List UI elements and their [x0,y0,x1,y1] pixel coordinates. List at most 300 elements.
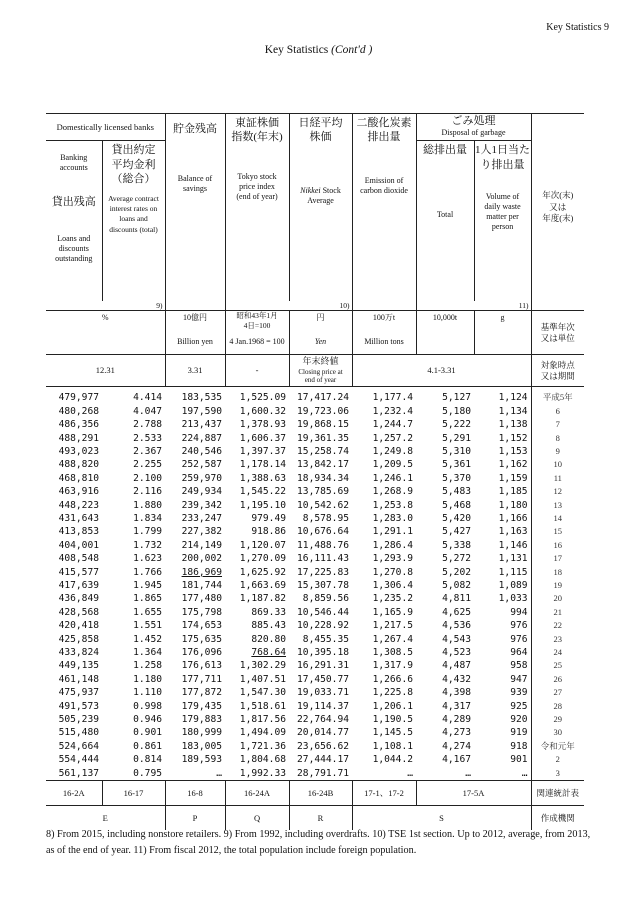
per-person-cell: 1,138 [498,419,528,431]
loans-cell: 479,977 [58,392,99,404]
nikkei-cell: 15,307.78 [297,579,350,591]
savings-cell: 179,883 [181,714,223,726]
unit-tsei-en: 4 Jan.1968 = 100 [229,337,285,347]
garbage-total-cell: 4,811 [442,593,472,605]
tsei-cell: 979.49 [251,512,287,524]
tsei-cell: 1,397.37 [239,445,287,457]
nikkei-cell: 22,764.94 [297,714,350,726]
nikkei-cell: 27,444.17 [297,754,350,766]
savings-cell: 239,342 [181,499,223,511]
loans-cell: 433,824 [58,647,99,659]
rate-cell: 1.865 [133,593,163,605]
nikkei-cell: 10,676.64 [297,526,350,538]
loan-rate-header-en: Average contract interest rates on loans and discounts (total) [108,194,159,234]
stat-table-label: 関連統計表 [531,781,584,806]
per-person-cell: 939 [510,687,528,699]
tsei-cell: 1,518.61 [239,700,287,712]
per-person-cell: 964 [510,647,528,659]
nikkei-cell: 8,859.56 [302,593,350,605]
title-text: Key Statistics [264,44,329,56]
tsei-cell: 1,178.14 [239,459,287,471]
tsei-cell: 768.64 [251,647,287,659]
co2-cell: 1,145.5 [372,727,414,739]
nikkei-cell: 15,258.74 [297,445,350,457]
year-cell: 22 [531,619,584,632]
rate-cell: 0.998 [133,700,163,712]
rate-cell: 1.880 [133,499,163,511]
table-row [46,539,584,552]
co2-cell: 1,244.7 [372,419,414,431]
garbage-total-cell: 4,523 [442,647,472,659]
tsei-cell: 1,378.93 [239,419,287,431]
co2-cell: 1,165.9 [372,606,414,618]
savings-cell: 177,480 [181,593,223,605]
savings-cell: 176,613 [181,660,223,672]
rate-cell: 2.100 [133,472,163,484]
loans-header-en: Loans and discounts outstanding [55,233,93,263]
nikkei-cell: 28,791.71 [297,767,350,779]
per-person-cell: 1,162 [498,459,528,471]
co2-cell: 1,190.5 [372,714,414,726]
nikkei-header-en-italic: Nikkei [300,185,321,195]
per-person-cell: 1,153 [498,445,528,457]
unit-rate: % [101,313,109,323]
loans-cell: 420,418 [58,620,99,632]
savings-cell: 224,887 [181,432,223,444]
loans-cell: 480,268 [58,405,99,417]
loans-cell: 493,023 [58,445,99,457]
nikkei-cell: 16,291.31 [297,660,350,672]
unit-nikkei-jp: 円 [316,313,325,323]
co2-cell: 1,308.5 [372,647,414,659]
per-person-cell: 901 [510,754,528,766]
nikkei-cell: 8,578.95 [302,512,350,524]
table-row [46,740,584,753]
year-cell: 30 [531,726,584,739]
garbage-total-cell: 4,274 [442,740,472,752]
per-person-cell: 976 [510,620,528,632]
co2-cell: 1,317.9 [372,660,414,672]
table-row [46,619,584,632]
savings-header-en: Balance of savings [177,174,213,194]
loans-cell: 491,573 [58,700,99,712]
co2-cell: 1,253.8 [372,499,414,511]
nikkei-cell: 19,114.37 [297,700,350,712]
tsei-cell: 1,407.51 [239,673,287,685]
garbage-total-cell: 5,127 [442,392,472,404]
savings-cell: 183,005 [181,740,223,752]
loans-cell: 488,820 [58,459,99,471]
agency-ref: E [46,806,165,831]
year-cell: 24 [531,646,584,659]
per-person-cell: 1,089 [498,579,528,591]
savings-cell: 176,096 [181,647,223,659]
unit-perperson: g [500,313,505,323]
rate-cell: 1.258 [133,660,163,672]
loans-cell: 448,223 [58,499,99,511]
agency-ref: Q [225,806,289,831]
savings-cell: 183,535 [181,392,223,404]
savings-cell: 177,711 [181,673,223,685]
rate-cell: 0.901 [133,727,163,739]
tsei-cell: 1,663.69 [239,579,287,591]
per-person-cell: 1,115 [498,566,528,578]
garbage-total-cell: 4,273 [442,727,472,739]
nikkei-cell: 19,033.71 [297,687,350,699]
loans-cell: 413,853 [58,526,99,538]
table-row [46,767,584,781]
per-person-cell: … [521,767,528,779]
savings-cell: 197,590 [181,405,223,417]
table-row [46,445,584,458]
co2-cell: 1,249.8 [372,445,414,457]
savings-cell: 189,593 [181,754,223,766]
period-nikkei-jp: 年末終値 [302,356,339,367]
savings-cell: 181,744 [181,579,223,591]
nikkei-cell: 8,455.35 [302,633,350,645]
garbage-total-cell: 5,272 [442,553,472,565]
unit-savings-en: Billion yen [177,337,213,347]
loan-rate-header-jp: 貸出約定 平均金利 （総合） [111,144,156,185]
garbage-total-cell: 4,167 [442,754,472,766]
nikkei-cell: 10,542.62 [297,499,350,511]
nikkei-header-jp: 日経平均 株価 [298,117,343,144]
year-cell: 20 [531,592,584,605]
co2-cell: 1,268.9 [372,486,414,498]
co2-cell: 1,108.1 [372,740,414,752]
co2-cell: 1,267.4 [372,633,414,645]
garbage-total-cell: 4,289 [442,714,472,726]
co2-cell: 1,235.2 [372,593,414,605]
data-rows [46,387,584,781]
loans-cell: 449,135 [58,660,99,672]
unit-co2-jp: 100万t [372,313,396,323]
note-10-marker: 10) [225,301,352,311]
tsei-cell: 1,195.10 [239,499,287,511]
nikkei-cell: 10,228.92 [297,620,350,632]
rate-cell: 1.766 [133,566,163,578]
tsei-cell: 1,120.07 [239,539,287,551]
loans-cell: 486,356 [58,419,99,431]
agency-ref: S [352,806,531,831]
rate-cell: 2.533 [133,432,163,444]
co2-cell: 1,293.9 [372,553,414,565]
savings-cell: 175,635 [181,633,223,645]
tsei-cell: 1,625.92 [239,566,287,578]
year-cell: 26 [531,673,584,686]
page-header: Key Statistics 9 [546,22,609,33]
stat-table-ref: 16-24A [225,781,289,806]
nikkei-header-en: Stock Average [307,185,341,205]
unit-total: 10,000t [432,313,458,323]
year-cell: 28 [531,700,584,713]
co2-cell: 1,306.4 [372,579,414,591]
year-cell: 17 [531,552,584,565]
co2-cell: 1,291.1 [372,526,414,538]
rate-cell: 1.732 [133,539,163,551]
stat-table-ref: 16-2A [46,781,102,806]
tsei-cell: 1,804.68 [239,754,287,766]
rate-cell: 4.047 [133,405,163,417]
rate-cell: 1.551 [133,620,163,632]
table-row [46,387,584,405]
period-tsei: - [225,355,289,387]
loans-cell: 428,568 [58,606,99,618]
savings-cell: 252,587 [181,459,223,471]
loans-cell: 554,444 [58,754,99,766]
unit-co2-en: Million tons [364,337,404,347]
rate-cell: 4.414 [133,392,163,404]
savings-cell: 233,247 [181,512,223,524]
rate-cell: 1.655 [133,606,163,618]
table-row [46,405,584,418]
garbage-total-cell: 5,420 [442,512,472,524]
table-row [46,753,584,766]
rate-cell: 1.452 [133,633,163,645]
garbage-total-cell: 5,180 [442,405,472,417]
garbage-total-cell: 5,370 [442,472,472,484]
loans-cell: 468,810 [58,472,99,484]
note-11-marker: 11) [416,301,531,311]
table-row [46,606,584,619]
table-row [46,432,584,445]
nikkei-cell: 10,546.44 [297,606,350,618]
rate-cell: 1.834 [133,512,163,524]
rate-cell: 1.180 [133,673,163,685]
loans-cell: 431,643 [58,512,99,524]
year-cell: 令和元年 [531,740,584,753]
bank-accounts-header: Banking accounts [59,153,88,173]
table-row [46,458,584,471]
per-person-cell: 918 [510,740,528,752]
savings-cell: 214,149 [181,539,223,551]
loans-cell: 488,291 [58,432,99,444]
rate-cell: 1.364 [133,647,163,659]
co2-header-jp: 二酸化炭素 排出量 [356,117,412,144]
table-row [46,659,584,672]
table-row [46,552,584,565]
savings-cell: 213,437 [181,419,223,431]
unit-savings-jp: 10億円 [183,313,208,323]
stat-table-ref: 17-5A [416,781,531,806]
garbage-total-cell: … [465,767,472,779]
table-row [46,686,584,699]
tsei-cell: 885.43 [251,620,287,632]
year-cell: 8 [531,432,584,445]
garbage-total-cell: 5,291 [442,432,472,444]
per-person-cell: 919 [510,727,528,739]
rate-cell: 2.788 [133,419,163,431]
co2-header-en: Emission of carbon dioxide [360,175,408,195]
loans-cell: 415,577 [58,566,99,578]
year-cell: 3 [531,767,584,781]
tsei-cell: 1,992.33 [239,767,287,779]
rate-cell: 2.255 [133,459,163,471]
garbage-total-cell: 5,468 [442,499,472,511]
co2-cell: 1,225.8 [372,687,414,699]
loans-cell: 425,858 [58,633,99,645]
nikkei-cell: 17,450.77 [297,673,350,685]
table-row [46,700,584,713]
co2-cell: 1,246.1 [372,472,414,484]
total-header-en: Total [436,209,454,219]
loans-cell: 417,639 [58,579,99,591]
garbage-total-cell: 5,361 [442,459,472,471]
year-cell: 14 [531,512,584,525]
year-header-jp: 年次(末) 又は 年度(末) [542,190,574,224]
year-cell: 25 [531,659,584,672]
per-person-cell: 958 [510,660,528,672]
tsei-cell: 918.86 [251,526,287,538]
rate-cell: 1.623 [133,553,163,565]
loans-cell: 436,849 [58,593,99,605]
loans-cell: 461,148 [58,673,99,685]
tsei-cell: 1,721.36 [239,740,287,752]
perperson-header-en: Volume of daily waste matter per person [484,191,521,231]
tsei-cell: 1,302.29 [239,660,287,672]
nikkei-cell: 20,014.77 [297,727,350,739]
savings-cell: 259,970 [181,472,223,484]
garbage-total-cell: 4,487 [442,660,472,672]
period-garbage: 4.1-3.31 [352,355,531,387]
co2-cell: 1,044.2 [372,754,414,766]
year-cell: 11 [531,472,584,485]
loans-cell: 408,548 [58,553,99,565]
garbage-total-cell: 5,222 [442,419,472,431]
tsei-cell: 1,388.63 [239,472,287,484]
tsei-cell: 820.80 [251,633,287,645]
garbage-total-cell: 5,483 [442,486,472,498]
rate-cell: 1.945 [133,579,163,591]
nikkei-cell: 13,842.17 [297,459,350,471]
stat-table-ref: 16-8 [165,781,225,806]
table-row [46,512,584,525]
per-person-cell: 947 [510,673,528,685]
garbage-total-cell: 5,202 [442,566,472,578]
co2-cell: 1,266.6 [372,673,414,685]
garbage-total-cell: 5,310 [442,445,472,457]
tsei-cell: 1,270.09 [239,553,287,565]
tsei-header-en: Tokyo stock price index (end of year) [236,171,278,201]
tsei-cell: 1,525.09 [239,392,287,404]
nikkei-cell: 17,225.83 [297,566,350,578]
rate-cell: 2.367 [133,445,163,457]
nikkei-cell: 16,111.43 [297,553,350,565]
co2-cell: 1,232.4 [372,405,414,417]
garbage-total-cell: 5,338 [442,539,472,551]
rate-cell: 0.861 [133,740,163,752]
savings-header-jp: 貯金残高 [173,123,218,135]
co2-cell: 1,217.5 [372,620,414,632]
tsei-cell: 1,606.37 [239,432,287,444]
year-cell: 19 [531,579,584,592]
table-row [46,646,584,659]
loans-cell: 404,001 [58,539,99,551]
related-stat-tables-row [46,781,584,806]
loans-cell: 524,664 [58,740,99,752]
table-row [46,566,584,579]
rate-cell: 1.110 [133,687,163,699]
year-cell: 29 [531,713,584,726]
per-person-cell: 920 [510,714,528,726]
garbage-total-cell: 4,317 [442,700,472,712]
note-9-marker: 9) [46,301,165,311]
page-title [0,44,637,56]
table-row [46,726,584,739]
table-row [46,673,584,686]
rate-cell: 0.795 [133,767,163,779]
table-row [46,633,584,646]
per-person-cell: 925 [510,700,528,712]
savings-cell: 174,653 [181,620,223,632]
year-cell: 12 [531,485,584,498]
rate-cell: 1.799 [133,526,163,538]
table-row [46,418,584,431]
year-cell: 23 [531,633,584,646]
co2-cell: 1,177.4 [372,392,414,404]
nikkei-cell: 19,361.35 [297,432,350,444]
agency-ref: P [165,806,225,831]
period-savings: 3.31 [165,355,225,387]
nikkei-cell: 18,934.34 [297,472,350,484]
garbage-total-cell: 4,543 [442,633,472,645]
co2-cell: 1,283.0 [372,512,414,524]
table-row [46,485,584,498]
nikkei-cell: 10,395.18 [297,647,350,659]
tsei-cell: 1,545.22 [239,486,287,498]
savings-cell: 180,999 [181,727,223,739]
period-banks: 12.31 [46,355,165,387]
co2-cell: 1,286.4 [372,539,414,551]
nikkei-cell: 11,488.76 [297,539,350,551]
garbage-total-cell: 4,625 [442,606,472,618]
garbage-total-cell: 4,536 [442,620,472,632]
savings-cell: … [216,767,223,779]
rate-cell: 2.116 [133,486,163,498]
garbage-header-en: Disposal of garbage [441,128,506,138]
loans-cell: 515,480 [58,727,99,739]
table-row [46,472,584,485]
per-person-cell: 976 [510,633,528,645]
per-person-cell: 994 [510,606,528,618]
per-person-cell: 1,146 [498,539,528,551]
per-person-cell: 1,124 [498,392,528,404]
unit-tsei-jp: 昭和43年1月 4日=100 [236,311,278,330]
tsei-cell: 1,600.32 [239,405,287,417]
garbage-total-cell: 4,398 [442,687,472,699]
agency-label: 作成機関 [531,806,584,831]
per-person-cell: 1,163 [498,526,528,538]
period-label: 対象時点 又は期間 [540,360,575,381]
perperson-header-jp: 1人1日当た り排出量 [475,144,531,171]
loans-cell: 463,916 [58,486,99,498]
year-cell: 7 [531,418,584,431]
year-cell: 15 [531,525,584,538]
tsei-cell: 1,817.56 [239,714,287,726]
title-suffix: (Cont'd ) [331,44,373,56]
garbage-total-cell: 4,432 [442,673,472,685]
co2-cell: 1,206.1 [372,700,414,712]
savings-cell: 186,969 [181,566,223,578]
co2-cell: 1,257.2 [372,432,414,444]
year-cell: 21 [531,606,584,619]
year-cell: 10 [531,458,584,471]
nikkei-cell: 23,656.62 [297,740,350,752]
footnotes: 8) From 2015, including nonstore retailers. 9) From 1992, including overdrafts. 10) TSE 1st section. Up to 2012, average, from 2013, as of the end of year. 11) From fiscal 2012, the total population include foreign population. [46,829,591,856]
savings-cell: 179,435 [181,700,223,712]
savings-cell: 249,934 [181,486,223,498]
loans-cell: 505,239 [58,714,99,726]
